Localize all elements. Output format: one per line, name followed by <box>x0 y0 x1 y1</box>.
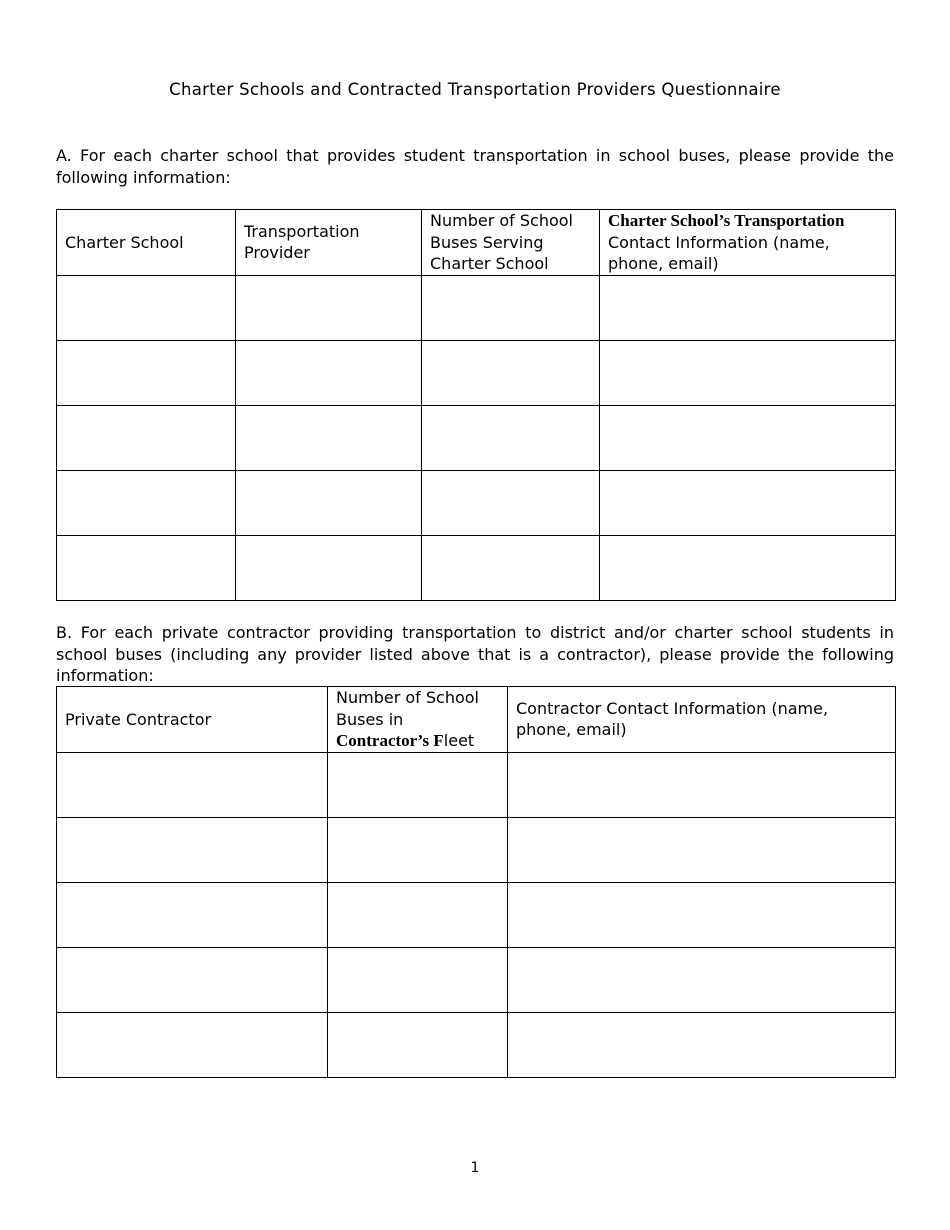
entry-cell[interactable] <box>508 882 896 947</box>
header-private-contractor: Private Contractor <box>57 687 328 753</box>
entry-cell[interactable] <box>422 535 600 600</box>
header-contact-information <box>600 210 896 276</box>
entry-cell[interactable] <box>236 470 422 535</box>
table-header-row <box>57 210 896 276</box>
header-number-of-buses: Number of School Buses Serving Charter School <box>422 210 600 276</box>
entry-cell[interactable] <box>57 1012 328 1077</box>
entry-cell[interactable] <box>57 275 236 340</box>
entry-cell[interactable] <box>422 275 600 340</box>
charter-school-table <box>56 209 896 601</box>
section-a-instructions: A. For each charter school that provides student transportation in school buses, please provide the following information: <box>56 146 894 187</box>
header-buses-text: Number of School Buses in <box>336 688 479 729</box>
entry-cell[interactable] <box>236 275 422 340</box>
table-row <box>57 882 896 947</box>
entry-cell[interactable] <box>57 752 328 817</box>
entry-cell[interactable] <box>328 947 508 1012</box>
entry-cell[interactable] <box>600 535 896 600</box>
table-row <box>57 1012 896 1077</box>
header-charter-school: Charter School <box>57 210 236 276</box>
entry-cell[interactable] <box>236 535 422 600</box>
header-contact-rest: Contact Information (name, phone, email) <box>608 232 830 273</box>
table-row <box>57 470 896 535</box>
entry-cell[interactable] <box>422 470 600 535</box>
entry-cell[interactable] <box>508 947 896 1012</box>
section-b-instructions: B. For each private contractor providing transportation to district and/or charter school students in school buses (including any provider listed above that is a contractor), please provide the following information: <box>56 623 894 685</box>
table-row <box>57 535 896 600</box>
entry-cell[interactable] <box>600 340 896 405</box>
entry-cell[interactable] <box>57 817 328 882</box>
entry-cell[interactable] <box>328 817 508 882</box>
entry-cell[interactable] <box>236 405 422 470</box>
page-number: 1 <box>470 1160 480 1176</box>
header-buses-tail: leet <box>443 731 475 750</box>
entry-cell[interactable] <box>236 340 422 405</box>
table-row <box>57 405 896 470</box>
entry-cell[interactable] <box>57 947 328 1012</box>
entry-cell[interactable] <box>328 1012 508 1077</box>
header-transportation-provider: Transportation Provider <box>236 210 422 276</box>
header-contact-bold: Charter School’s Transportation <box>608 211 845 230</box>
entry-cell[interactable] <box>57 470 236 535</box>
entry-cell[interactable] <box>57 340 236 405</box>
entry-cell[interactable] <box>508 1012 896 1077</box>
entry-cell[interactable] <box>508 752 896 817</box>
header-buses-bold: Contractor’s F <box>336 731 444 750</box>
entry-cell[interactable] <box>57 535 236 600</box>
page-title: Charter Schools and Contracted Transportation Providers Questionnaire <box>169 80 781 99</box>
header-contractor-contact: Contractor Contact Information (name, phone, email) <box>508 687 896 753</box>
entry-cell[interactable] <box>600 405 896 470</box>
entry-cell[interactable] <box>328 882 508 947</box>
table-row <box>57 752 896 817</box>
entry-cell[interactable] <box>422 340 600 405</box>
table-row <box>57 947 896 1012</box>
entry-cell[interactable] <box>600 470 896 535</box>
entry-cell[interactable] <box>328 752 508 817</box>
table-header-row <box>57 687 896 753</box>
header-number-of-buses <box>328 687 508 753</box>
entry-cell[interactable] <box>600 275 896 340</box>
table-row <box>57 340 896 405</box>
entry-cell[interactable] <box>57 405 236 470</box>
entry-cell[interactable] <box>508 817 896 882</box>
table-row <box>57 817 896 882</box>
entry-cell[interactable] <box>422 405 600 470</box>
private-contractor-table <box>56 686 896 1078</box>
table-row <box>57 275 896 340</box>
entry-cell[interactable] <box>57 882 328 947</box>
